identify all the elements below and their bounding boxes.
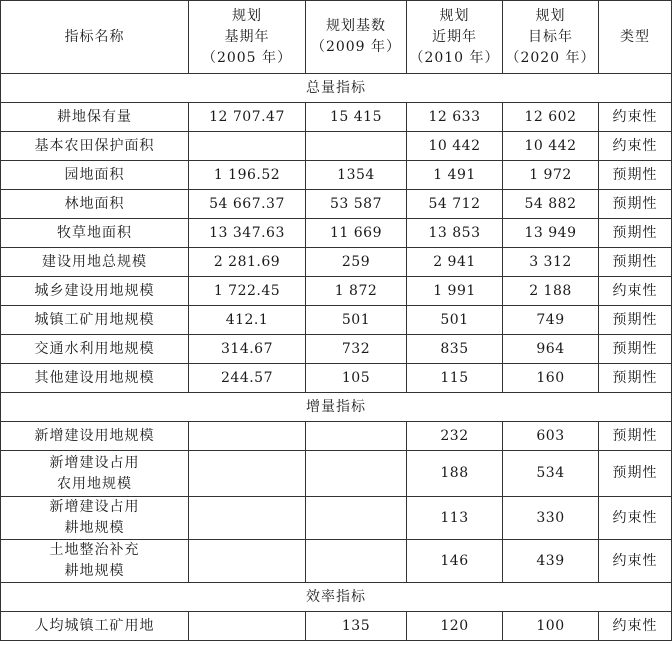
cell-indicator-name: [1, 219, 189, 248]
header-target-line: 规划: [535, 7, 566, 24]
cell-indicator-name: [1, 497, 189, 540]
cell-base-year: 54 667.37: [189, 190, 306, 219]
cell-plan-base: 1 872: [306, 277, 407, 306]
cell-indicator-name: [1, 248, 189, 277]
cell-base-year: 12 707.47: [189, 103, 306, 132]
cell-indicator-name: [1, 190, 189, 219]
cell-plan-base: [306, 132, 407, 161]
indicator-name-line: 新增建设占用: [49, 454, 140, 471]
section-title: 效率指标: [1, 583, 672, 612]
cell-target-year: 1 972: [503, 161, 599, 190]
table-row: [1, 422, 672, 451]
cell-indicator-name: [1, 422, 189, 451]
cell-near-year: 1 991: [407, 277, 503, 306]
cell-type: 预期性: [599, 451, 672, 497]
cell-base-year: [189, 612, 306, 641]
cell-plan-base: 11 669: [306, 219, 407, 248]
cell-plan-base: 1354: [306, 161, 407, 190]
cell-target-year: 749: [503, 306, 599, 335]
cell-type: 预期性: [599, 306, 672, 335]
cell-base-year: 412.1: [189, 306, 306, 335]
cell-plan-base: [306, 451, 407, 497]
cell-near-year: 10 442: [407, 132, 503, 161]
cell-target-year: 100: [503, 612, 599, 641]
cell-target-year: 964: [503, 335, 599, 364]
cell-indicator-name: [1, 132, 189, 161]
indicator-name-line: 建设用地总规模: [42, 253, 147, 270]
indicator-name-line: 牧草地面积: [57, 224, 132, 241]
cell-target-year: 534: [503, 451, 599, 497]
cell-plan-base: 259: [306, 248, 407, 277]
cell-base-year: [189, 422, 306, 451]
cell-base-year: 1 722.45: [189, 277, 306, 306]
indicator-name-line: 农用地规模: [57, 475, 132, 492]
cell-type: 约束性: [599, 277, 672, 306]
indicator-name-line: 新增建设占用: [49, 499, 140, 515]
cell-target-year: 13 949: [503, 219, 599, 248]
table-body: [1, 74, 672, 641]
cell-indicator-name: [1, 306, 189, 335]
cell-base-year: 1 196.52: [189, 161, 306, 190]
indicator-name-line: 城镇工矿用地规模: [34, 311, 155, 328]
table-row: [1, 364, 672, 393]
cell-near-year: 501: [407, 306, 503, 335]
table-row: [1, 540, 672, 583]
section-title: 增量指标: [1, 393, 672, 422]
cell-target-year: 160: [503, 364, 599, 393]
cell-near-year: 12 633: [407, 103, 503, 132]
cell-near-year: 1 491: [407, 161, 503, 190]
cell-target-year: 603: [503, 422, 599, 451]
table-row: [1, 335, 672, 364]
header-near-line: 近期年: [432, 28, 477, 45]
cell-indicator-name: [1, 612, 189, 641]
cell-target-year: 2 188: [503, 277, 599, 306]
cell-indicator-name: [1, 277, 189, 306]
header-target-line: 目标年: [528, 28, 573, 45]
cell-near-year: 113: [407, 497, 503, 540]
table-row: [1, 161, 672, 190]
section-header-row: [1, 74, 672, 103]
indicator-name-line: 耕地规模: [64, 563, 125, 579]
header-near-line: （2010 年）: [409, 49, 500, 66]
cell-base-year: [189, 497, 306, 540]
header-near-year: [407, 1, 503, 74]
cell-target-year: 10 442: [503, 132, 599, 161]
table-row: [1, 451, 672, 497]
cell-type: 约束性: [599, 540, 672, 583]
header-indicator-name: 指标名称: [1, 1, 189, 74]
cell-base-year: [189, 132, 306, 161]
cell-type: 预期性: [599, 364, 672, 393]
cell-plan-base: [306, 497, 407, 540]
header-plan-base: [306, 1, 407, 74]
cell-type: 约束性: [599, 497, 672, 540]
header-near-line: 规划: [439, 7, 470, 24]
cell-type: 约束性: [599, 132, 672, 161]
indicator-name-line: 园地面积: [64, 166, 125, 183]
cell-base-year: 314.67: [189, 335, 306, 364]
indicator-name-line: 林地面积: [64, 195, 125, 212]
cell-indicator-name: [1, 451, 189, 497]
section-header-row: [1, 393, 672, 422]
indicator-name-line: 耕地规模: [64, 520, 125, 536]
cell-type: 预期性: [599, 422, 672, 451]
header-target-year: [503, 1, 599, 74]
header-row: [1, 1, 672, 74]
table-row: [1, 190, 672, 219]
section-title: 总量指标: [1, 74, 672, 103]
cell-near-year: 835: [407, 335, 503, 364]
header-plan-base-line: 规划基数: [326, 18, 386, 34]
cell-plan-base: 135: [306, 612, 407, 641]
cell-plan-base: 105: [306, 364, 407, 393]
cell-type: 预期性: [599, 219, 672, 248]
cell-near-year: 146: [407, 540, 503, 583]
indicator-name-line: 城乡建设用地规模: [34, 282, 155, 299]
table-row: [1, 277, 672, 306]
table-row: [1, 306, 672, 335]
cell-indicator-name: [1, 540, 189, 583]
indicator-name-line: 新增建设用地规模: [34, 427, 155, 444]
cell-type: 预期性: [599, 161, 672, 190]
cell-target-year: 3 312: [503, 248, 599, 277]
table-row: [1, 497, 672, 540]
cell-near-year: 13 853: [407, 219, 503, 248]
header-base-year: [189, 1, 306, 74]
table-row: [1, 132, 672, 161]
cell-plan-base: [306, 540, 407, 583]
cell-base-year: 13 347.63: [189, 219, 306, 248]
cell-target-year: 12 602: [503, 103, 599, 132]
cell-plan-base: 53 587: [306, 190, 407, 219]
cell-type: 预期性: [599, 335, 672, 364]
indicator-name-line: 人均城镇工矿用地: [34, 617, 155, 634]
indicator-name-line: 交通水利用地规模: [34, 340, 155, 357]
cell-base-year: [189, 451, 306, 497]
header-plan-base-line: （2009 年）: [310, 39, 402, 55]
cell-near-year: 232: [407, 422, 503, 451]
header-target-line: （2020 年）: [505, 49, 596, 66]
cell-near-year: 188: [407, 451, 503, 497]
cell-indicator-name: [1, 364, 189, 393]
cell-near-year: 115: [407, 364, 503, 393]
cell-plan-base: 501: [306, 306, 407, 335]
table-row: [1, 219, 672, 248]
indicator-name-line: 耕地保有量: [57, 108, 132, 125]
cell-base-year: 2 281.69: [189, 248, 306, 277]
cell-base-year: 244.57: [189, 364, 306, 393]
cell-indicator-name: [1, 103, 189, 132]
indicator-name-line: 其他建设用地规模: [34, 369, 155, 386]
cell-plan-base: [306, 422, 407, 451]
cell-near-year: 2 941: [407, 248, 503, 277]
cell-type: 预期性: [599, 248, 672, 277]
cell-near-year: 54 712: [407, 190, 503, 219]
indicator-name-line: 土地整治补充: [49, 542, 140, 558]
header-base-line: 规划: [232, 7, 262, 24]
cell-near-year: 120: [407, 612, 503, 641]
header-type: 类型: [599, 1, 672, 74]
cell-type: 预期性: [599, 190, 672, 219]
cell-indicator-name: [1, 161, 189, 190]
cell-target-year: 54 882: [503, 190, 599, 219]
table-row: [1, 248, 672, 277]
table-row: [1, 103, 672, 132]
indicator-name-line: 基本农田保护面积: [34, 137, 155, 154]
table-row: [1, 612, 672, 641]
cell-plan-base: 15 415: [306, 103, 407, 132]
cell-type: 约束性: [599, 103, 672, 132]
cell-indicator-name: [1, 335, 189, 364]
cell-type: 约束性: [599, 612, 672, 641]
cell-target-year: 439: [503, 540, 599, 583]
cell-base-year: [189, 540, 306, 583]
cell-target-year: 330: [503, 497, 599, 540]
section-header-row: [1, 583, 672, 612]
cell-plan-base: 732: [306, 335, 407, 364]
header-base-line: （2005 年）: [201, 49, 293, 66]
header-base-line: 基期年: [224, 28, 270, 45]
